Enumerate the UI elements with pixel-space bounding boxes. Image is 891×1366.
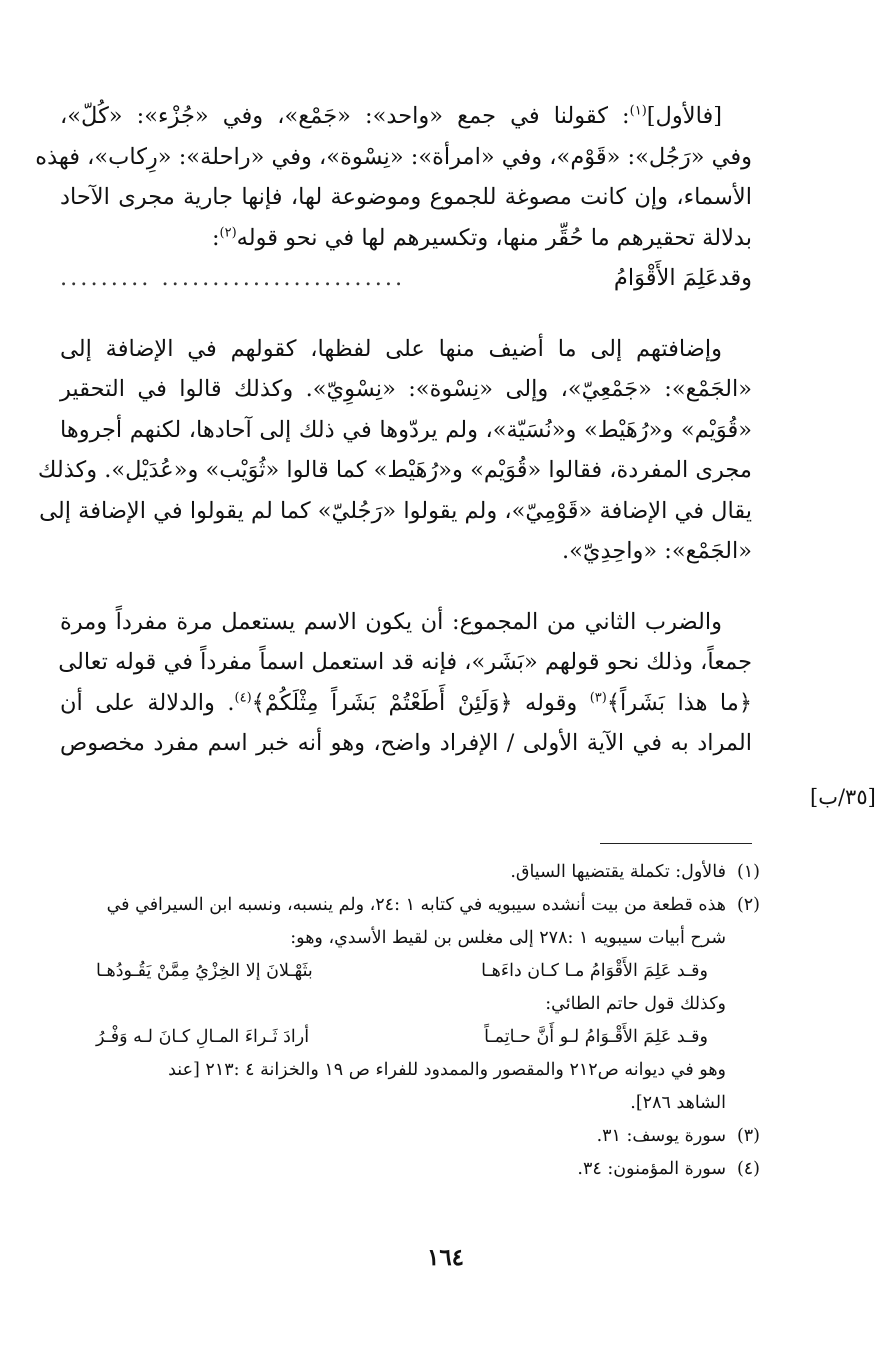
- text-line: مجرى المفردة، فقالوا «قُوَيْم» و«رُهَيْط» كما قالوا «ثُوَيْب» و«عُدَيْل». وكذلك: [37, 457, 752, 483]
- poem-hemistich-first: وقـد عَلِمَ الأَقْوَامُ مـا كـان داءَهـا: [481, 961, 708, 981]
- text-line: يقال في الإضافة «قَوْمِيّ»، ولم يقولوا «رَجُليّ» كما لم يقولوا في الإضافة إلى: [39, 497, 752, 524]
- text-line: وفي «رَجُل»: «قَوْم»، وفي «امرأة»: «نِسْوة»، وفي «راحلة»: «رِكاب»، فهذه: [35, 143, 752, 170]
- footnote-ref[interactable]: (٢): [219, 225, 237, 240]
- text-line: «الجَمْع»: «واحِدِيّ».: [561, 538, 752, 564]
- verse-ellipsis: ........................ .........: [60, 265, 406, 291]
- text-line: [فالأول]$^{(١)}$: كقولنا في جمع «واحد»: «جَمْع»، وفي «جُزْء»: «كُلّ»،: [60, 103, 722, 129]
- text-line: بدلالة تحقيرهم ما حُقِّر منها، وتكسيرهم لها في نحو قوله$^{(٢)}$:: [211, 224, 752, 251]
- poem-hemistich-first: وقـد عَلِمَ الأَقْـوَامُ لـو أَنَّ حـاتِمـاً: [484, 1027, 708, 1047]
- paragraph-3: [60, 602, 752, 764]
- page-number: ١٦٤: [426, 1244, 465, 1271]
- text-line: «قُوَيْم» و«رُهَيْط» و«نُسَيّة»، ولم يردّوها في ذلك إلى آحادها، لكنهم أجروها: [60, 416, 752, 443]
- footnote-text: شرح أبيات سيبويه ١ :٢٧٨ إلى مغلس بن لقيط الأسدي، وهو:: [290, 928, 726, 948]
- text-line: جمعاً، وذلك نحو قولهم «بَشَر»، فإنه قد استعمل اسماً مفرداً في قوله تعالى: [58, 649, 752, 675]
- paragraph-1: [35, 96, 752, 299]
- verse-quote: [60, 258, 752, 299]
- footnotes: [60, 856, 760, 1186]
- main-text: [35, 96, 752, 764]
- footnote-1: [60, 856, 760, 889]
- text-line: والضرب الثاني من المجموع: أن يكون الاسم يستعمل مرة مفرداً ومرة: [60, 608, 722, 635]
- footnote-text: وكذلك قول حاتم الطائي:: [545, 994, 726, 1014]
- text-line: «الجَمْع»: «جَمْعِيّ»، وإلى «نِسْوة»: «نِسْوِيّ». وكذلك قالوا في التحقير: [60, 376, 752, 402]
- manuscript-folio-marker: [٣٥/ب]: [810, 785, 876, 809]
- text-line: وإضافتهم إلى ما أضيف منها على لفظها، كقولهم في الإضافة إلى: [60, 335, 722, 362]
- footnote-2: [60, 889, 760, 922]
- text-line: المراد به في الآية الأولى / الإفراد واضح، وهو أنه خبر اسم مفرد مخصوص: [60, 730, 752, 756]
- footnote-text: الشاهد ٢٨٦].: [630, 1093, 726, 1113]
- footnote-text: سورة يوسف: ٣١.: [596, 1126, 726, 1146]
- footnote-number: (٤): [736, 1159, 760, 1179]
- poem-hemistich-second: أرادَ ثَـراءَ المـالِ كـانَ لـه وَفْـرُ: [96, 1027, 310, 1047]
- footnote-text: فالأول: تكملة يقتضيها السياق.: [510, 862, 726, 882]
- footnote-text: هذه قطعة من بيت أنشده سيبويه في كتابه ١ :٢٤، ولم ينسبه، ونسبه ابن السيرافي في: [106, 895, 726, 915]
- paragraph-2: [37, 329, 752, 572]
- text-line: الأسماء، وإن كانت مصوغة للجموع وموضوعة لها، فإنها جارية مجرى الآحاد: [60, 184, 752, 210]
- poem-verse: [60, 1021, 760, 1054]
- text-line: ﴿ما هذا بَشَراً﴾$^{(٣)}$ وقوله ﴿وَلَئِنْ أَطَعْتُمْ بَشَراً مِثْلَكُمْ﴾$^{(٤)}$. والدلالة على أن: [60, 689, 752, 716]
- footnote-ref[interactable]: (٤): [234, 690, 252, 705]
- footnote-number: (٢): [736, 895, 760, 915]
- footnote-text: سورة المؤمنون: ٣٤.: [577, 1159, 726, 1179]
- footnote-number: (١): [736, 862, 760, 882]
- poem-verse: [60, 955, 760, 988]
- footnote-number: (٣): [736, 1126, 760, 1146]
- footnote-text: وهو في ديوانه ص٢١٢ والمقصور والممدود للفراء ص ١٩ والخزانة ٤ :٢١٣ [عند: [168, 1060, 726, 1080]
- poem-hemistich-second: بثَهْـلانَ إلا الخِزْيُ مِمَّنْ يَقُـودُهـا: [96, 961, 313, 981]
- footnote-ref[interactable]: (١): [629, 103, 647, 119]
- footnote-ref[interactable]: (٣): [589, 690, 607, 705]
- footnote-divider: [600, 843, 752, 844]
- footnote-3: [60, 1120, 760, 1153]
- verse-text: وقدعَلِمَ الأَقْوَامُ: [613, 265, 752, 291]
- footnote-4: [60, 1153, 760, 1186]
